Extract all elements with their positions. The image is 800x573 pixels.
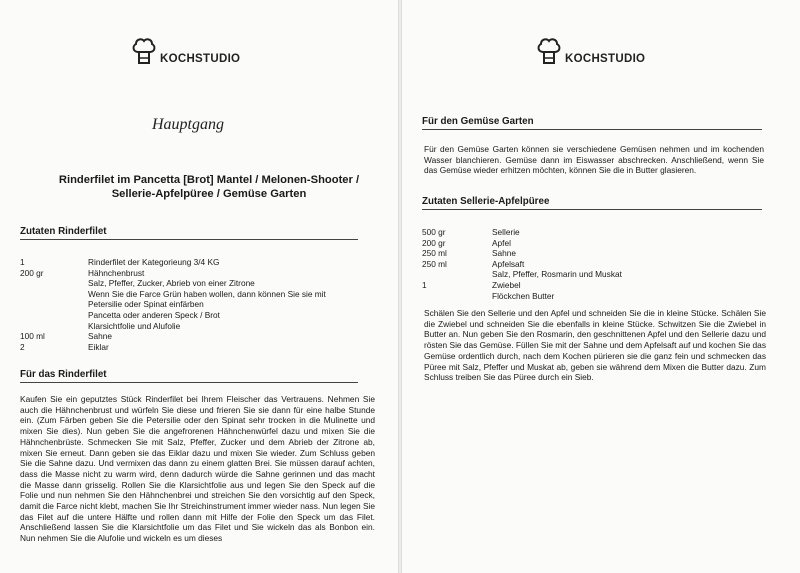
ingredient-name: Apfelsaft bbox=[492, 258, 525, 269]
kochstudio-logo bbox=[131, 36, 240, 66]
course-title: Hauptgang bbox=[152, 116, 224, 133]
ingredient-name: Sellerie bbox=[492, 227, 520, 237]
ingredient-quantity bbox=[20, 289, 88, 300]
right-page bbox=[402, 0, 800, 573]
brand-name: KOCHSTUDIO bbox=[565, 53, 646, 65]
ingredient-quantity: 200 gr bbox=[422, 237, 446, 248]
ingredient-row bbox=[20, 278, 326, 289]
ingredient-row bbox=[422, 269, 622, 280]
ingredient-quantity: 2 bbox=[20, 341, 25, 352]
ingredient-name: Apfel bbox=[492, 237, 511, 248]
ingredient-quantity bbox=[422, 291, 492, 302]
ingredients-heading: Zutaten Rinderfilet bbox=[20, 226, 358, 240]
ingredient-row bbox=[20, 321, 326, 332]
ingredient-quantity bbox=[20, 310, 88, 321]
ingredient-name: Pancetta oder anderen Speck / Brot bbox=[88, 309, 220, 320]
ingredient-row bbox=[20, 268, 326, 279]
ingredient-quantity: 200 gr bbox=[20, 267, 44, 278]
chef-hat-icon bbox=[131, 36, 157, 66]
ingredient-name: Eiklar bbox=[88, 341, 109, 352]
ingredient-row bbox=[20, 342, 326, 353]
ingredient-name: Hähnchenbrust bbox=[88, 267, 145, 278]
brand-name: KOCHSTUDIO bbox=[160, 53, 241, 65]
method-heading: Für das Rinderfilet bbox=[20, 369, 358, 383]
ingredient-quantity bbox=[20, 278, 88, 289]
ingredient-quantity: 500 gr bbox=[422, 227, 446, 237]
ingredient-row bbox=[20, 289, 326, 300]
ingredient-row bbox=[20, 310, 326, 321]
ingredient-row bbox=[422, 280, 622, 291]
ingredient-quantity bbox=[20, 299, 88, 310]
ingredient-row bbox=[20, 257, 326, 268]
kochstudio-logo bbox=[536, 36, 645, 66]
puree-heading: Zutaten Sellerie-Apfelpüree bbox=[422, 196, 762, 210]
ingredient-name: Salz, Pfeffer, Zucker, Abrieb von einer Zitrone bbox=[88, 278, 255, 289]
ingredient-row bbox=[422, 291, 622, 302]
ingredient-row bbox=[422, 238, 622, 249]
ingredient-quantity: 1 bbox=[422, 279, 427, 290]
dish-title-line: Sellerie-Apfelpüree / Gemüse Garten bbox=[111, 187, 307, 200]
ingredient-name: Wenn Sie die Farce Grün haben wollen, dann können Sie sie mit bbox=[88, 288, 326, 299]
ingredient-list bbox=[20, 257, 326, 352]
ingredient-name: Petersilie oder Spinat einfärben bbox=[88, 299, 204, 310]
ingredient-quantity: 100 ml bbox=[20, 331, 45, 342]
garden-heading: Für den Gemüse Garten bbox=[422, 116, 762, 130]
ingredient-name: Rinderfilet der Kategorieung 3/4 KG bbox=[88, 257, 220, 267]
ingredient-list bbox=[422, 227, 622, 301]
ingredient-name: Sahne bbox=[88, 331, 112, 342]
chef-hat-icon bbox=[536, 36, 562, 66]
ingredient-row bbox=[422, 248, 622, 259]
ingredient-name: Klarsichtfolie und Alufolie bbox=[88, 320, 181, 331]
ingredient-row bbox=[422, 227, 622, 238]
ingredient-name: Salz, Pfeffer, Rosmarin und Muskat bbox=[492, 269, 622, 280]
ingredient-name: Zwiebel bbox=[492, 279, 521, 290]
ingredient-quantity: 1 bbox=[20, 257, 25, 267]
dish-title bbox=[20, 174, 398, 201]
dish-title-line: Rinderfilet im Pancetta [Brot] Mantel / Melonen-Shooter / bbox=[58, 174, 360, 186]
ingredient-quantity bbox=[422, 269, 492, 280]
ingredient-name: Sahne bbox=[492, 248, 516, 259]
ingredient-name: Flöckchen Butter bbox=[492, 290, 555, 301]
ingredient-quantity bbox=[20, 321, 88, 332]
method-text: Kaufen Sie ein geputztes Stück Rinderfilet bei Ihrem Fleischer das Vertrauens. Nehmen Sie auch die Hähnchenbrust und würfeln Sie diese und frieren Sie sie dann für eine halbe Stunde ein. (Zum Färben geben Sie die Petersilie oder den Spinat sehr trocken in die Mulinette und mixen Sie dies). Nun geben Sie die angefrorenen Hähnchenwürfel dazu und mixen Sie die Hähnchenbrüste. Schmecken Sie mit Salz, Pfeffer, Zucker und dem Abrieb der Zitrone ab, mixen Sie erneut. Dann geben sie das Eiklar dazu und mixen Sie wieder. Zum Schluss geben Sie die Sahne dazu. Und vermixen das dann zu einem glatten Brei. Sie müssen darauf achten, dass die Masse nicht zu warm wird, denn dadurch würde die Sahne gerinnen und das macht die Masse dann grisselig. Rollen Sie die Klarsichtfolie aus und legen Sie den Speck auf die Folie und nun nehmen Sie den Hähnchenbrei und streichen Sie den vorsichtig auf den Speck, damit die Farce nicht klebt, machen Sie Ihr Streichinstrument immer wieder nass. Nun legen Sie das Filet auf die untere Hälfte und rollen dann mit Hilfe der Folie den Speck um das Filet. Anschließend lassen Sie die Klarsichtfolie um das Filet und Sie wickeln das als Bonbon ein. Nun nehmen Sie die Alufolie und wickeln es um dieses bbox=[20, 394, 375, 544]
ingredient-row bbox=[20, 331, 326, 342]
left-page bbox=[0, 0, 398, 573]
puree-text: Schälen Sie den Sellerie und den Apfel und schneiden Sie die in kleine Stücke. Schälen Sie die Zwiebel und schneiden Sie die ebenfalls in kleine Stücke. Schwitzen Sie die Zwiebel in Butter an. Nun geben Sie den Rosmarin, den geschnittenen Apfel und den Sellerie dazu und rösten Sie das Gemüse. Füllen Sie mit der Sahne und dem Apfelsaft auf und kochen Sie das Gemüse ordentlich durch, nach dem Kochen pürieren sie die ganz fein und schmecken das Püree mit Salz, Pfeffer und Muskat ab, geben sie während dem Mixen die Butter dazu. Zum Schluss treiben Sie das Püree durch ein Sieb. bbox=[424, 308, 766, 383]
garden-text: Für den Gemüse Garten können sie verschiedene Gemüsen nehmen und im kochenden Wasser blanchieren. Gemüse dann im Eiswasser abschrecken. Anschließend, wenn Sie das Gemüse wieder erhitzen möchten, können Sie die in Butter glasieren. bbox=[424, 144, 764, 176]
ingredient-quantity: 250 ml bbox=[422, 248, 447, 259]
ingredient-row bbox=[422, 259, 622, 270]
ingredient-row bbox=[20, 299, 326, 310]
ingredient-quantity: 250 ml bbox=[422, 258, 447, 269]
